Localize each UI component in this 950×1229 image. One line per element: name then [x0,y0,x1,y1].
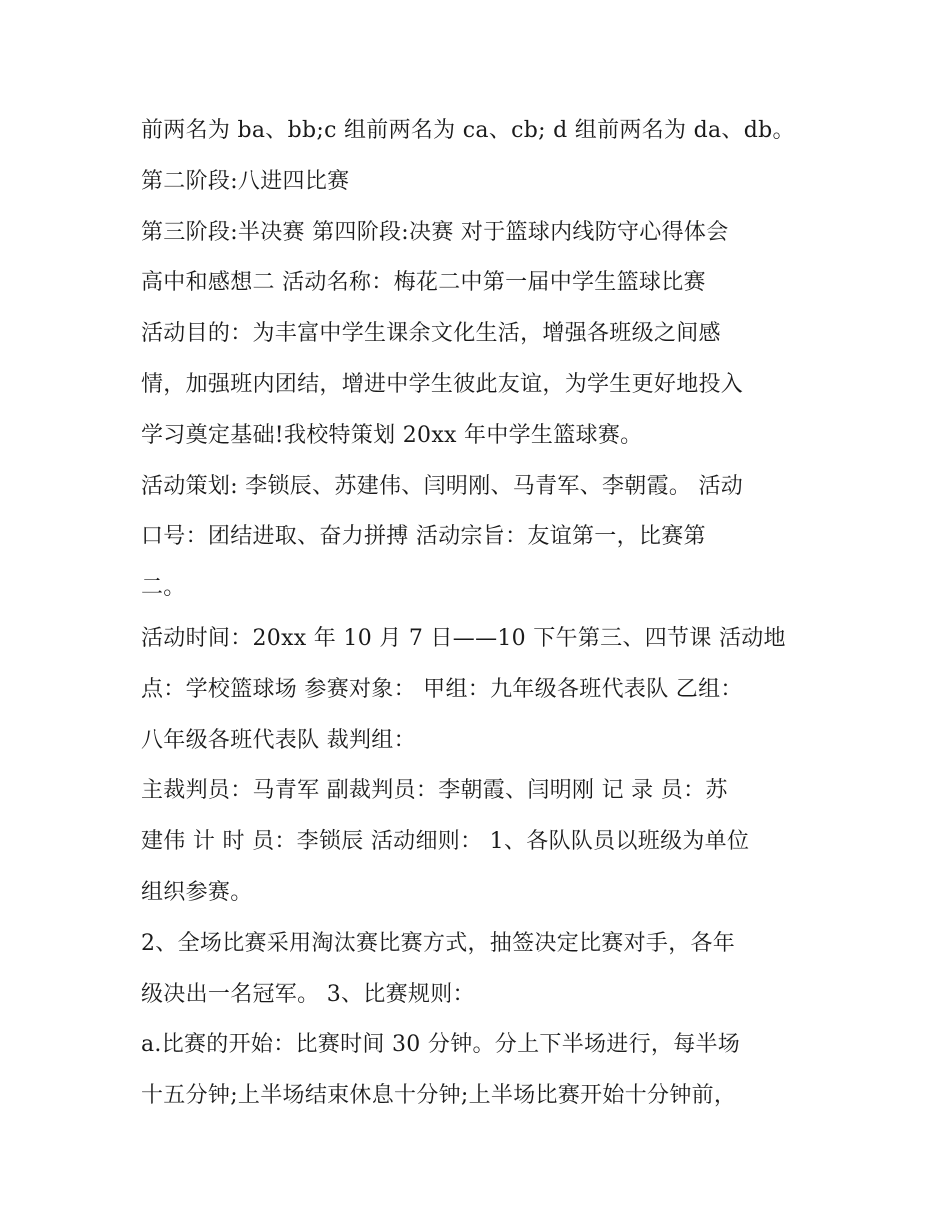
text-line: 口号：团结进取、奋力拼搏 活动宗旨：友谊第一，比赛第 [141,524,706,550]
text-line: 八年级各班代表队 裁判组： [141,727,416,753]
text-line: 十五分钟;上半场结束休息十分钟;上半场比赛开始十分钟前， [141,1083,737,1109]
text-line: 活动目的：为丰富中学生课余文化生活，增强各班级之间感 [141,321,721,347]
text-line: 第三阶段:半决赛 第四阶段:决赛 对于篮球内线防守心得体会 [141,219,729,245]
text-line: 主裁判员：马青军 副裁判员：李朝霞、闫明刚 记 录 员：苏 [141,778,728,804]
text-line: 情，加强班内团结，增进中学生彼此友谊，为学生更好地投入 [141,371,744,397]
text-line: 高中和感想二 活动名称：梅花二中第一届中学生篮球比赛 [141,270,706,296]
text-line: a.比赛的开始：比赛时间 30 分钟。分上下半场进行，每半场 [141,1032,741,1058]
text-line: 点：学校篮球场 参赛对象： 甲组：九年级各班代表队 乙组： [141,676,743,702]
document-body [141,106,821,1122]
text-line: 第二阶段:八进四比赛 [141,168,350,194]
text-line: 活动策划: 李锁辰、苏建伟、闫明刚、马青军、李朝霞。 活动 [141,473,744,499]
text-line: 级决出一名冠军。 3、比赛规则： [141,981,475,1007]
text-line: 二。 [141,575,186,601]
text-line: 学习奠定基础!我校特策划 20xx 年中学生篮球赛。 [141,422,643,448]
text-line: 建伟 计 时 员：李锁辰 活动细则： 1、各队队员以班级为单位 [141,829,750,855]
text-line: 2、全场比赛采用淘汰赛比赛方式，抽签决定比赛对手，各年 [141,930,736,956]
text-line: 活动时间：20xx 年 10 月 7 日——10 下午第三、四节课 活动地 [141,625,786,651]
text-line: 前两名为 ba、bb;c 组前两名为 ca、cb; d 组前两名为 da、db。 [141,118,795,143]
text-line: 组织参赛。 [141,879,253,905]
